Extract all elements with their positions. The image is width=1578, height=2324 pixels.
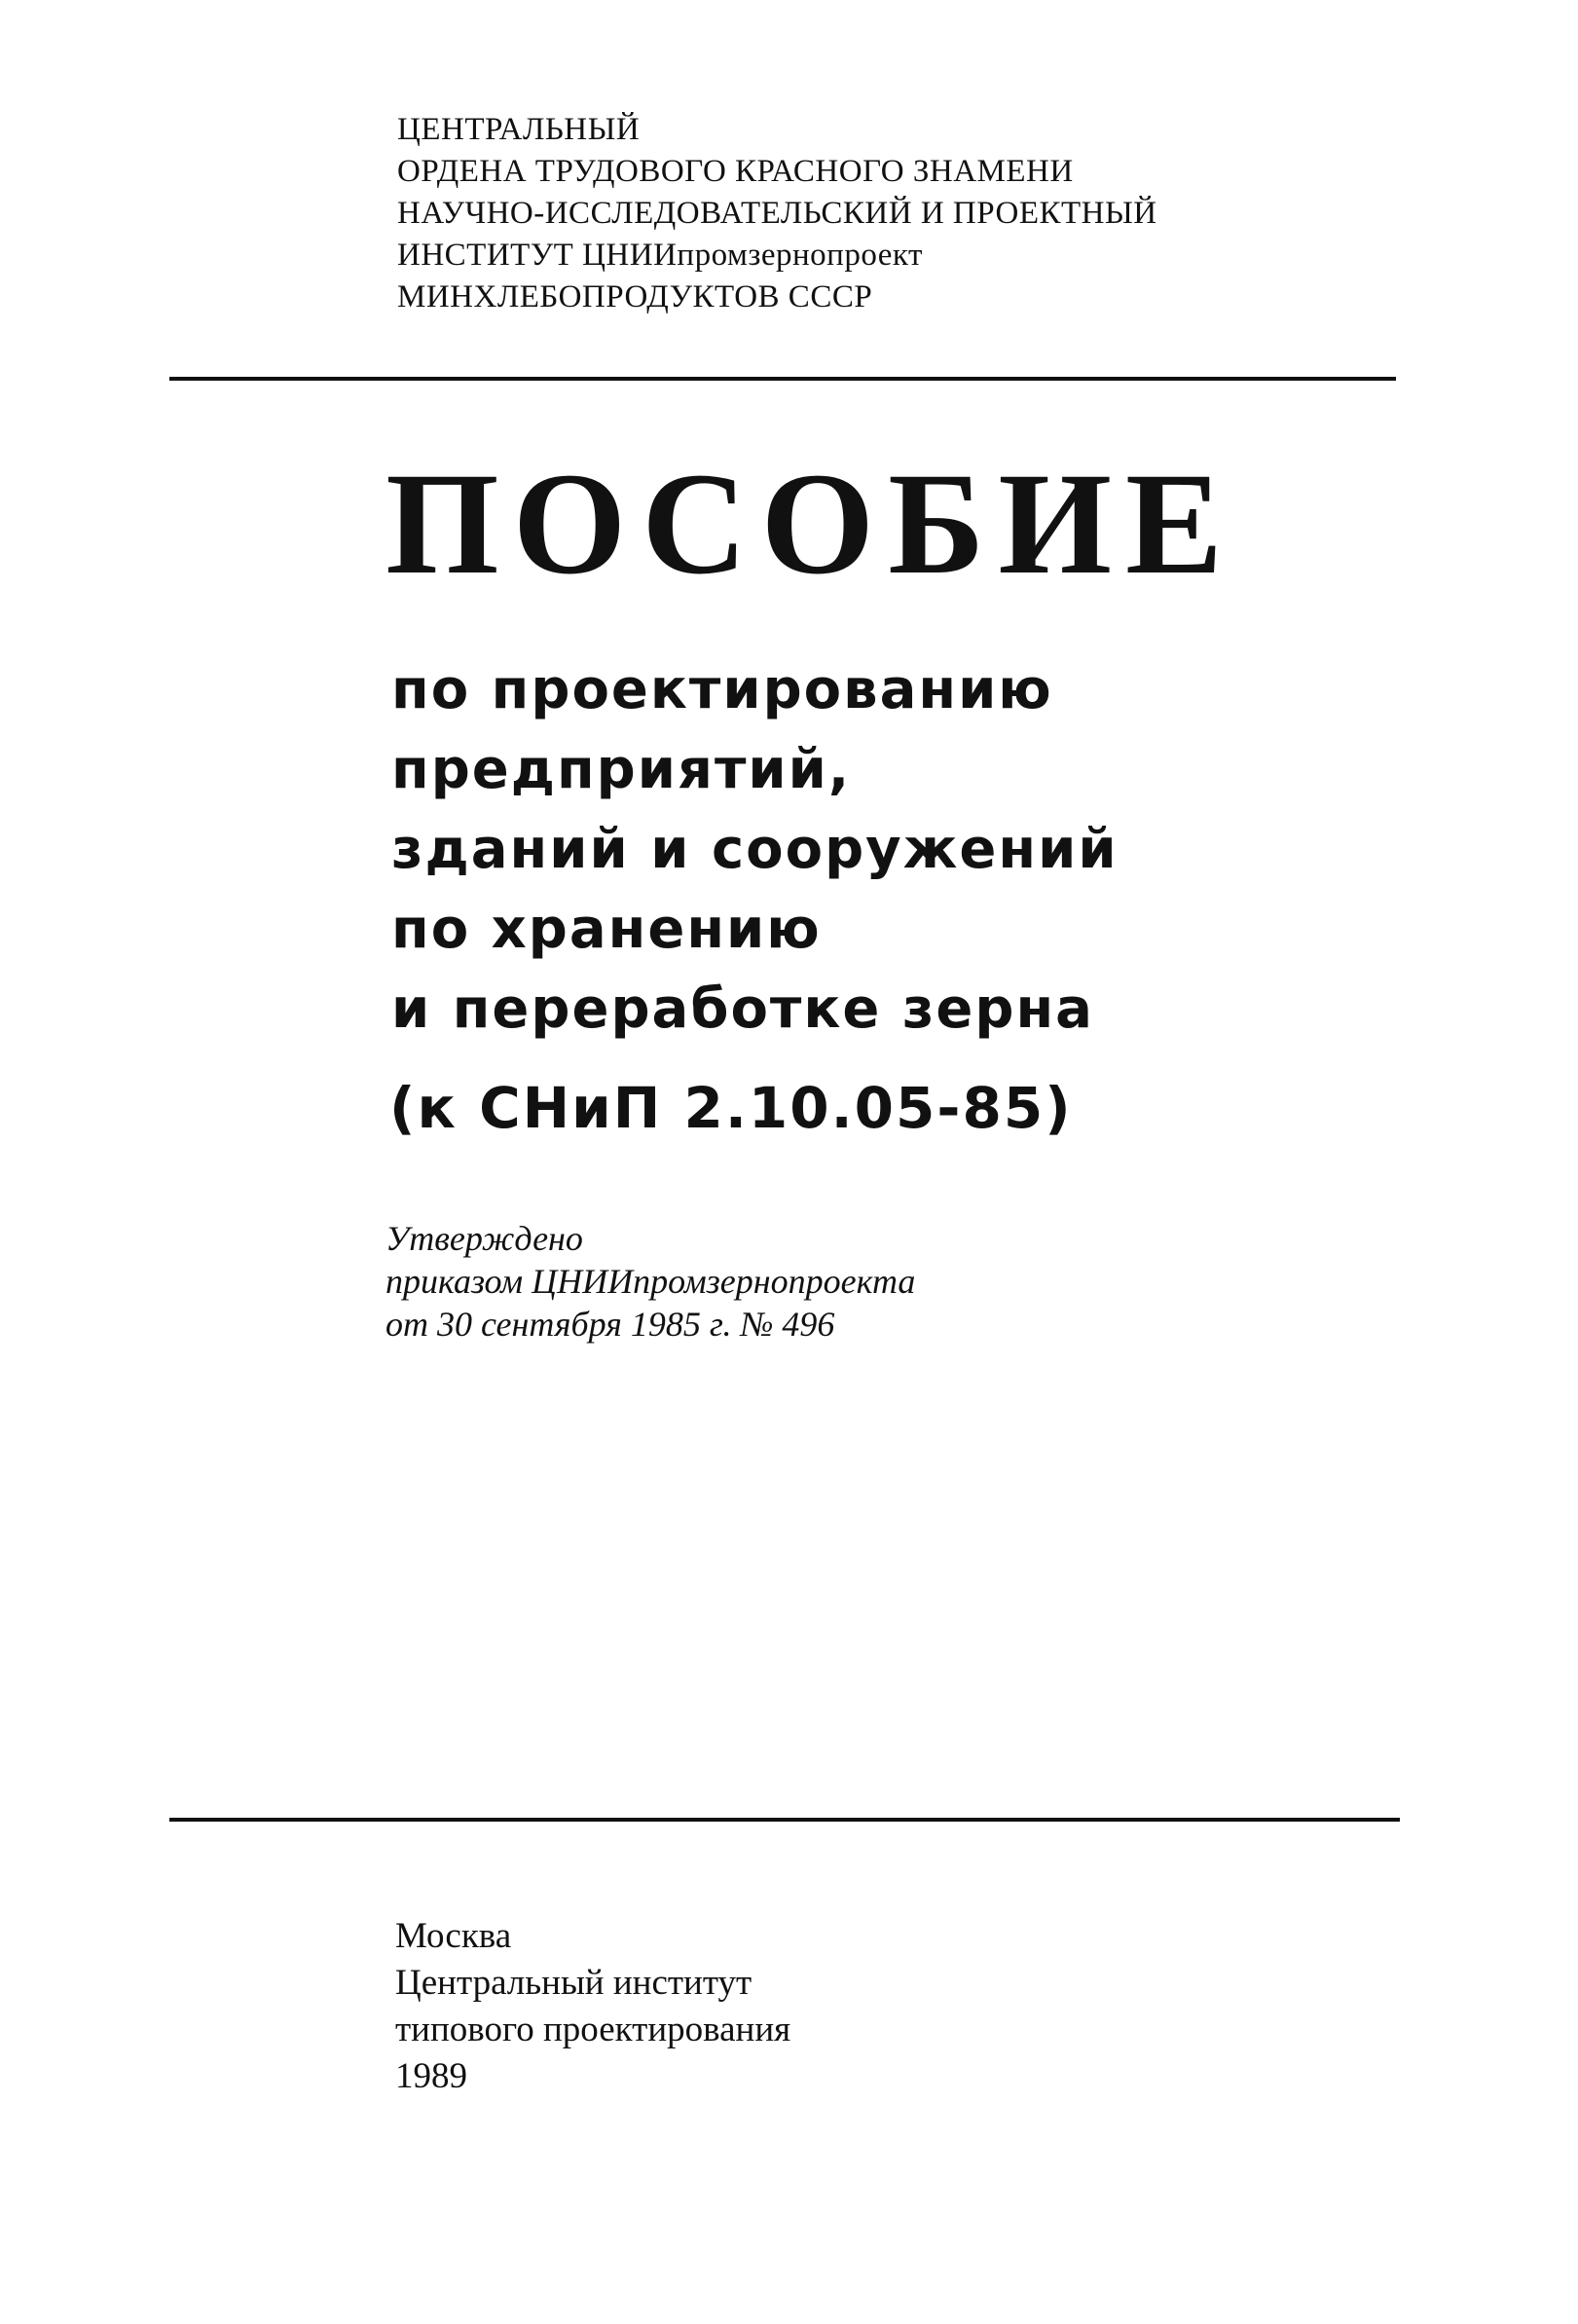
approval-line-2: приказом ЦНИИпромзернопроекта	[385, 1262, 916, 1301]
subtitle-line-5: и переработке зерна	[391, 978, 1094, 1041]
subtitle-line-1: по проектированию	[391, 658, 1053, 721]
bottom-divider	[169, 1818, 1400, 1822]
org-line-3: НАУЧНО-ИССЛЕДОВАТЕЛЬСКИЙ И ПРОЕКТНЫЙ	[397, 196, 1157, 231]
approval-note	[385, 1217, 915, 1346]
top-divider	[169, 377, 1396, 381]
subtitle-line-2: предприятий,	[391, 738, 852, 801]
document-subtitle	[391, 650, 1119, 1050]
snip-reference: (к СНиП 2.10.05-85)	[389, 1075, 1073, 1141]
publisher-name-line-1: Центральный институт	[395, 1963, 752, 2003]
org-line-1: ЦЕНТРАЛЬНЫЙ	[397, 112, 641, 147]
subtitle-line-3: зданий и сооружений	[391, 818, 1119, 881]
subtitle-line-4: по хранению	[391, 898, 822, 961]
org-line-2: ОРДЕНА ТРУДОВОГО КРАСНОГО ЗНАМЕНИ	[397, 154, 1074, 189]
document-title: ПОСОБИЕ	[385, 443, 1237, 605]
approval-line-3: от 30 сентября 1985 г. № 496	[385, 1305, 835, 1344]
org-line-5: МИНХЛЕБОПРОДУКТОВ СССР	[397, 279, 873, 314]
publisher-imprint	[395, 1913, 790, 2100]
publication-year: 1989	[395, 2056, 467, 2096]
publisher-city: Москва	[395, 1916, 512, 1956]
approval-line-1: Утверждено	[385, 1219, 583, 1258]
organization-header	[397, 109, 1371, 318]
publisher-name-line-2: типового проектирования	[395, 2010, 791, 2049]
org-line-4: ИНСТИТУТ ЦНИИпромзернопроект	[397, 238, 923, 273]
